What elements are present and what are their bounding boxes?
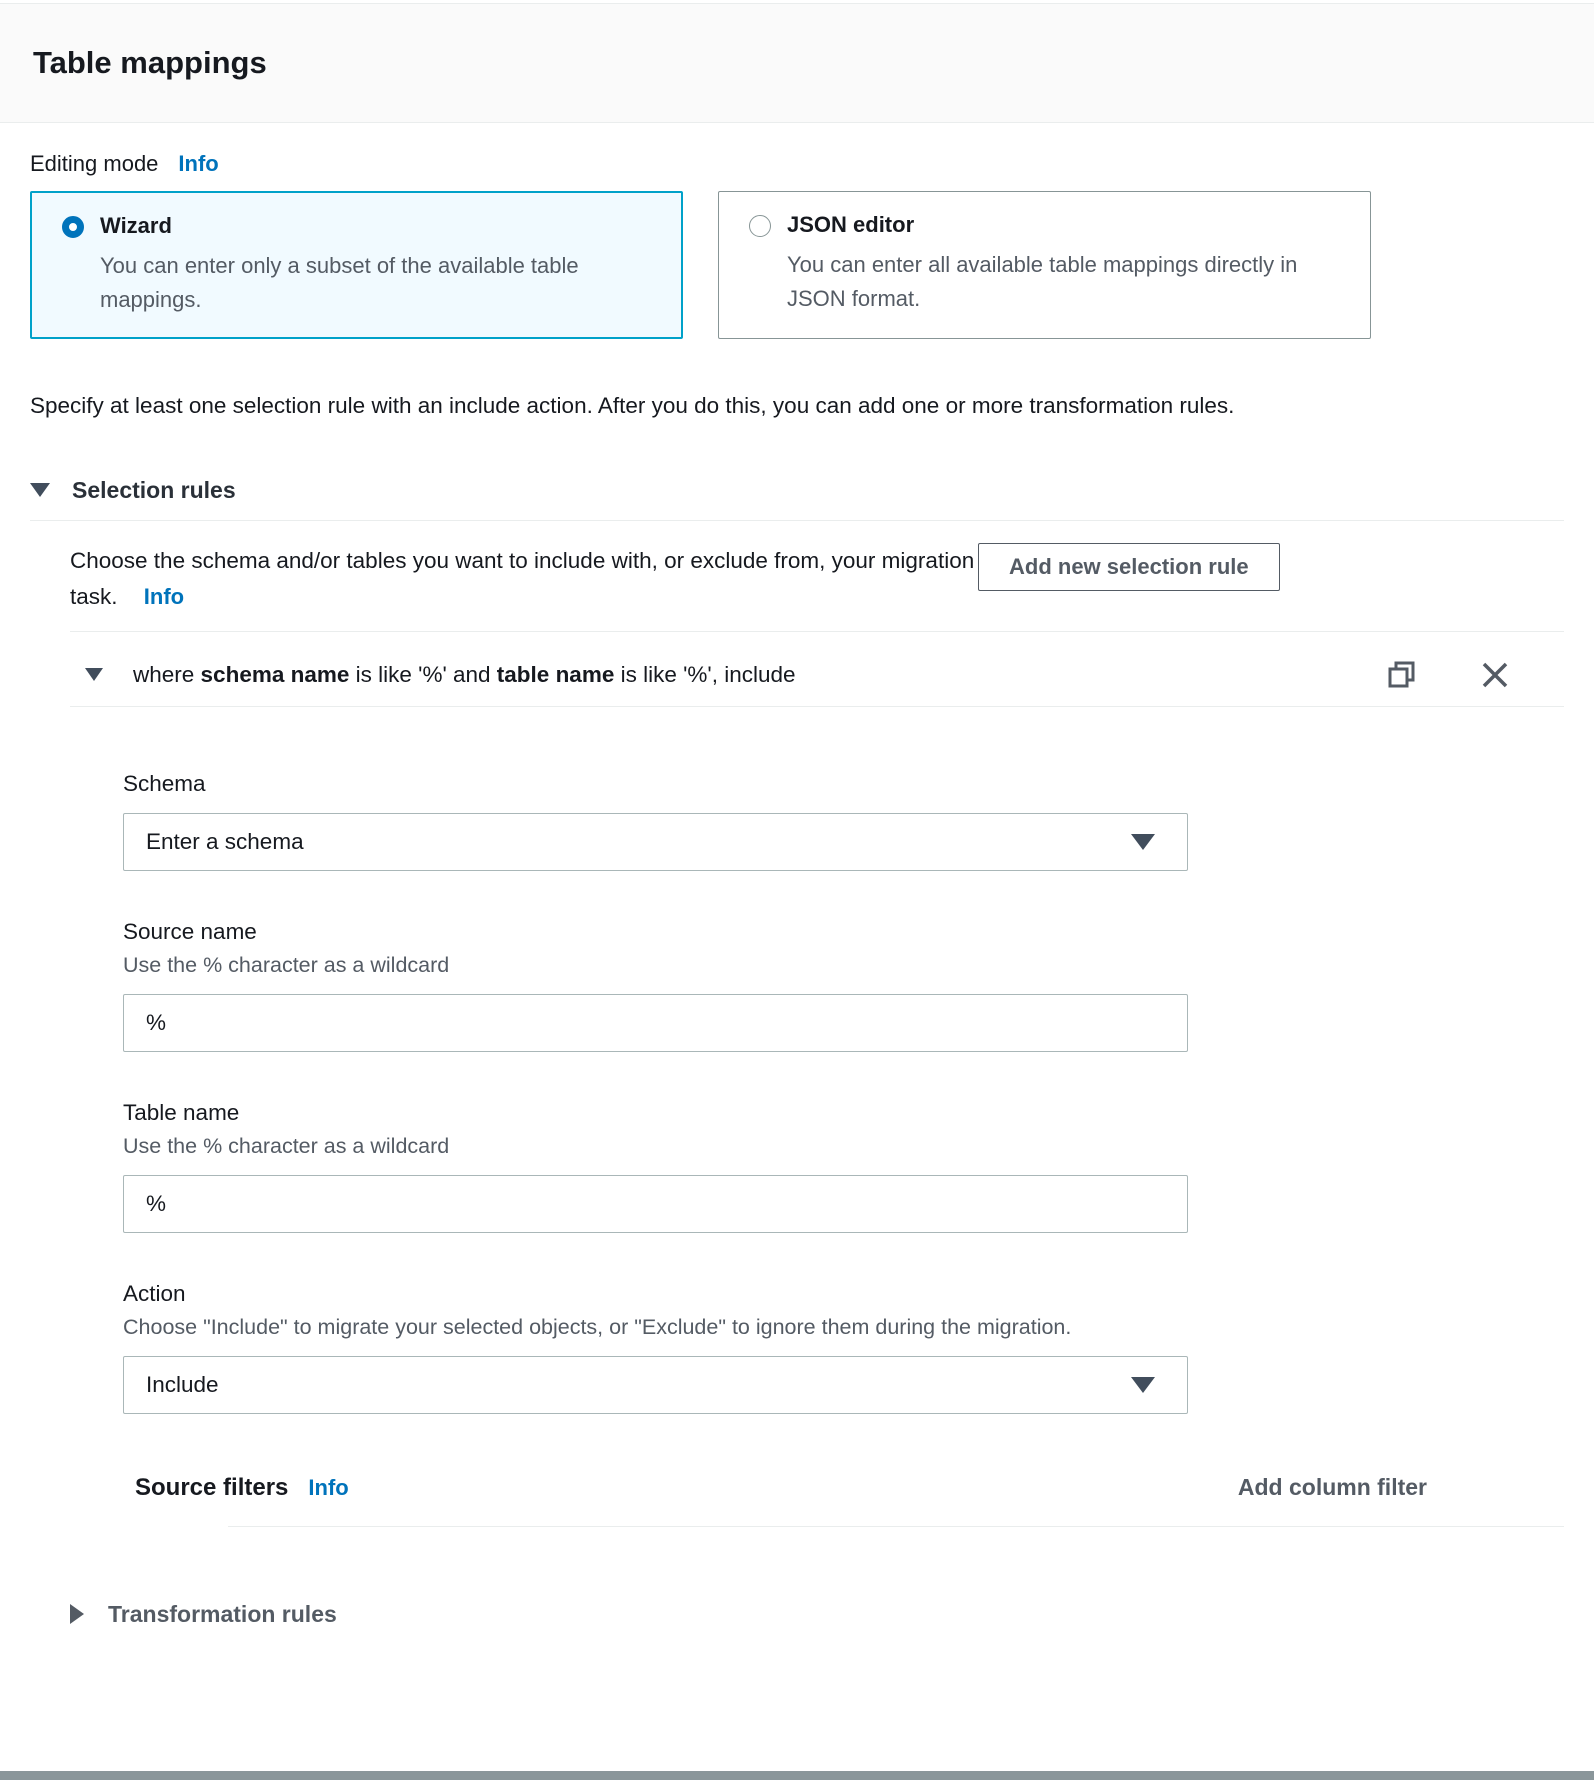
rule-list-divider bbox=[70, 631, 1564, 632]
selection-rules-info-link[interactable]: Info bbox=[143, 583, 185, 609]
rule-actions bbox=[1387, 660, 1509, 690]
selection-rule-header bbox=[30, 660, 1564, 690]
source-filters-divider bbox=[228, 1526, 1564, 1527]
json-editor-option-description: You can enter all available table mappings directly in JSON format. bbox=[787, 252, 1298, 312]
selection-rules-description-text: Choose the schema and/or tables you want to include with, or exclude from, your migration task. bbox=[70, 547, 975, 609]
radio-unselected-icon[interactable] bbox=[749, 215, 771, 237]
panel-content bbox=[0, 151, 1594, 1628]
table-name-input[interactable] bbox=[123, 1175, 1188, 1233]
panel-header bbox=[0, 3, 1594, 123]
close-icon bbox=[1481, 661, 1509, 689]
chevron-down-icon bbox=[1131, 834, 1155, 850]
add-column-filter-button[interactable]: Add column filter bbox=[1237, 1473, 1427, 1500]
editing-mode-label: Editing mode bbox=[30, 151, 159, 176]
action-select-value: Include bbox=[146, 1371, 219, 1397]
bottom-divider-bar bbox=[0, 1771, 1594, 1780]
json-editor-card-body bbox=[787, 212, 1332, 316]
rule-summary-middle: is like '%' and bbox=[349, 661, 497, 687]
remove-rule-button[interactable] bbox=[1481, 661, 1509, 689]
source-name-label: Source name bbox=[123, 918, 257, 944]
selection-rules-description bbox=[70, 543, 978, 615]
action-label: Action bbox=[123, 1280, 186, 1306]
chevron-right-icon bbox=[70, 1604, 84, 1624]
schema-select[interactable] bbox=[123, 813, 1188, 871]
table-name-hint: Use the % character as a wildcard bbox=[123, 1133, 450, 1158]
editing-mode-row bbox=[30, 151, 1564, 177]
editing-mode-options bbox=[30, 191, 1564, 339]
selection-rules-section-header[interactable] bbox=[30, 477, 1564, 504]
editing-mode-option-json-editor[interactable] bbox=[718, 191, 1371, 339]
json-editor-option-label: JSON editor bbox=[787, 212, 915, 237]
duplicate-rule-button[interactable] bbox=[1387, 660, 1417, 690]
rule-summary bbox=[133, 662, 796, 688]
editing-mode-option-wizard[interactable] bbox=[30, 191, 683, 339]
table-name-field-group bbox=[123, 1100, 1564, 1233]
rule-summary-schema-term: schema name bbox=[200, 661, 350, 687]
source-filters-header bbox=[135, 1474, 1427, 1502]
copy-icon bbox=[1387, 660, 1417, 690]
source-name-hint: Use the % character as a wildcard bbox=[123, 952, 450, 977]
source-name-input[interactable] bbox=[123, 994, 1188, 1052]
selection-rule-form bbox=[30, 771, 1564, 1414]
selection-rules-title: Selection rules bbox=[72, 476, 236, 503]
selection-rules-toolbar bbox=[30, 543, 1340, 615]
chevron-down-icon bbox=[30, 483, 50, 497]
schema-label: Schema bbox=[123, 770, 206, 796]
source-filters-title: Source filters bbox=[135, 1473, 289, 1501]
table-name-label: Table name bbox=[123, 1099, 240, 1125]
add-new-selection-rule-button[interactable]: Add new selection rule bbox=[978, 543, 1280, 591]
transformation-rules-title: Transformation rules bbox=[108, 1600, 337, 1627]
page-title: Table mappings bbox=[33, 45, 267, 80]
schema-field-group bbox=[123, 771, 1564, 871]
editing-mode-info-link[interactable]: Info bbox=[178, 151, 219, 176]
chevron-down-icon bbox=[1131, 1377, 1155, 1393]
rule-summary-suffix: is like '%', include bbox=[614, 661, 796, 687]
intro-text: Specify at least one selection rule with an include action. After you do this, you can add one or more transformation rules. bbox=[30, 393, 1235, 419]
section-divider bbox=[30, 520, 1564, 521]
wizard-option-label: Wizard bbox=[100, 213, 172, 238]
rule-summary-prefix: where bbox=[133, 661, 201, 687]
action-hint: Choose "Include" to migrate your selected objects, or "Exclude" to ignore them during the migration. bbox=[123, 1314, 1072, 1339]
transformation-rules-section-header[interactable] bbox=[30, 1601, 1564, 1628]
source-name-field-group bbox=[123, 919, 1564, 1052]
radio-selected-icon[interactable] bbox=[62, 216, 84, 238]
action-field-group bbox=[123, 1281, 1564, 1414]
wizard-option-description: You can enter only a subset of the available table mappings. bbox=[100, 253, 579, 313]
action-select[interactable] bbox=[123, 1356, 1188, 1414]
source-filters-info-link[interactable]: Info bbox=[308, 1474, 349, 1500]
rule-header-divider bbox=[70, 706, 1564, 707]
rule-summary-table-term: table name bbox=[496, 661, 615, 687]
schema-select-value: Enter a schema bbox=[146, 828, 304, 854]
rule-chevron-down-icon[interactable] bbox=[85, 668, 103, 681]
wizard-card-body bbox=[100, 213, 605, 317]
